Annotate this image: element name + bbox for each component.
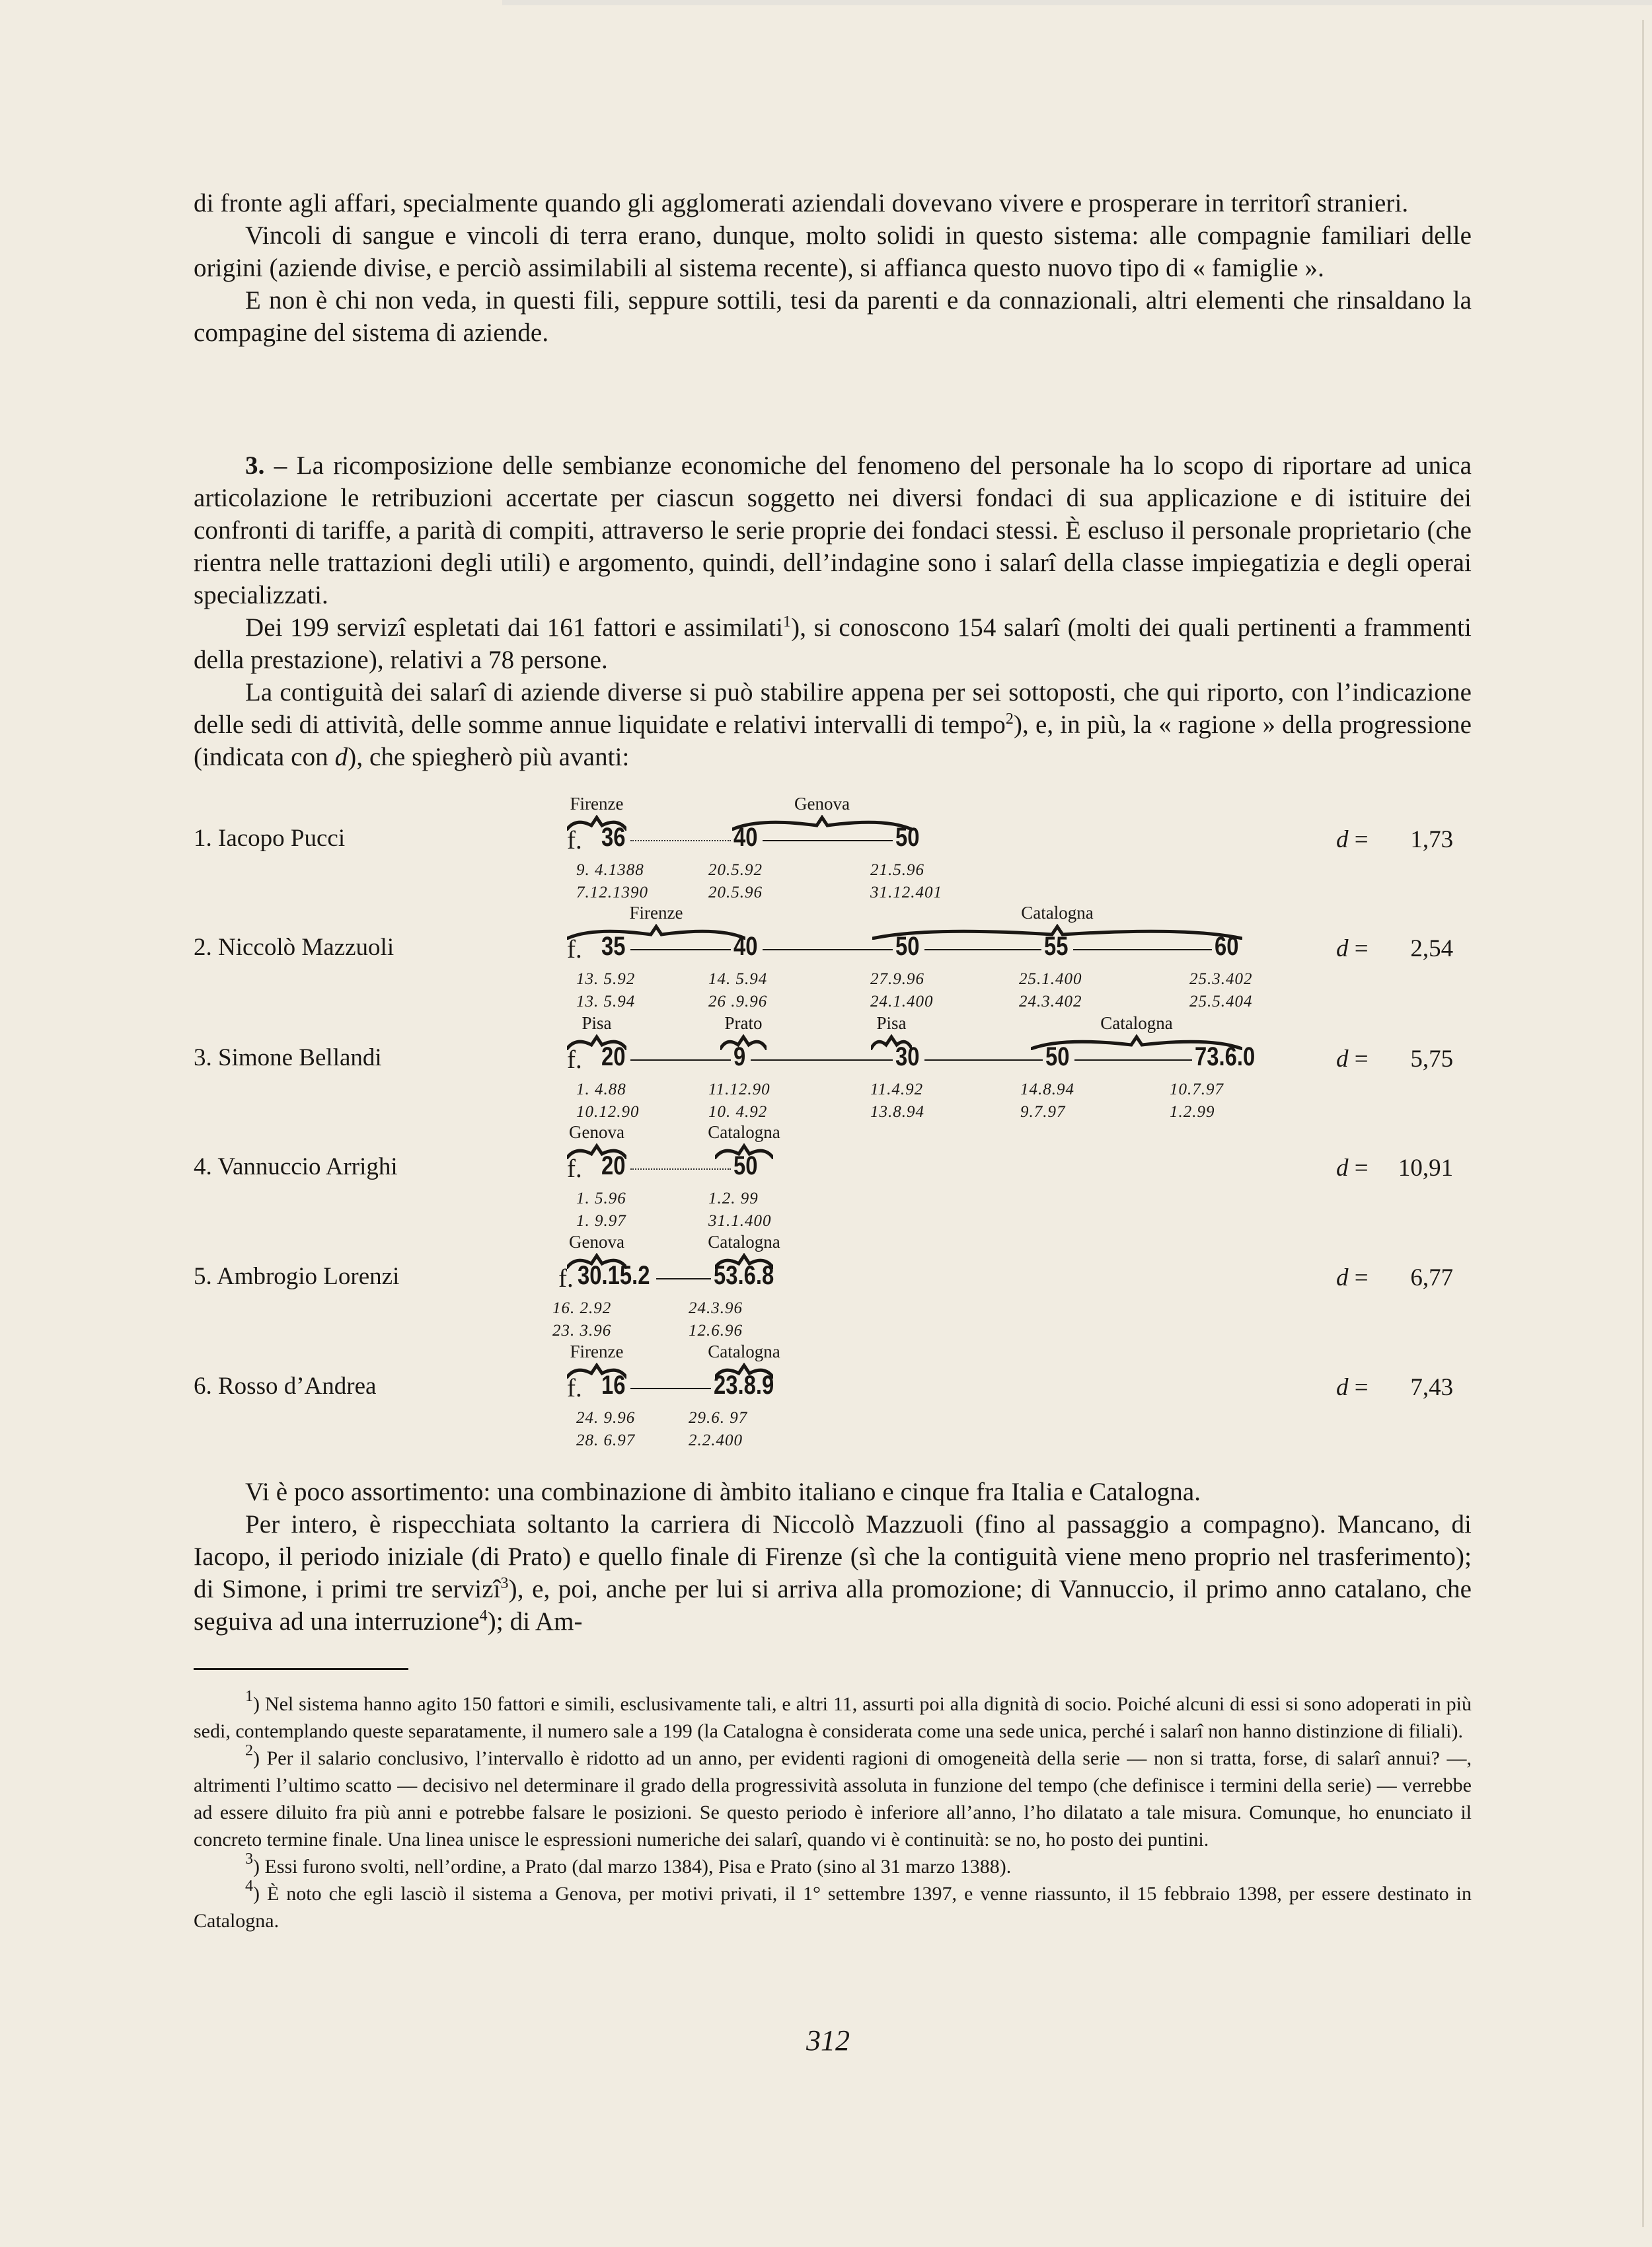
salary-value: 60: [1215, 932, 1239, 961]
subject-name: 1. Iacopo Pucci: [194, 825, 346, 852]
solid-connector: [763, 840, 893, 841]
d-symbol: d: [1336, 826, 1349, 853]
salary-value: 50: [895, 823, 920, 852]
salary-value: 50: [895, 932, 920, 961]
solid-connector: [924, 1059, 1043, 1061]
date-range: 20.5.92: [708, 861, 763, 879]
salary-value: 20: [601, 1151, 626, 1180]
d-equals: =: [1348, 1155, 1381, 1182]
d-symbol: d: [1336, 1155, 1349, 1182]
paragraph: Vi è poco assortimento: una combinazione di àmbito italiano e cinque fra Italia e Catalogna.: [245, 1478, 1201, 1506]
paragraph: Vincoli di sangue e vincoli di terra erano, dunque, molto solidi in questo sistema: alle compagnie familiari delle origini (aziende divise, e perciò assimilabili al sistema recente), si affianca questo nuovo tipo di « famiglie ».: [194, 221, 1472, 282]
table-row: [0, 1013, 1652, 1125]
d-value: 6,77: [1410, 1264, 1454, 1291]
currency-mark: f.: [567, 1374, 582, 1402]
solid-connector: [630, 1059, 731, 1061]
place-label: Firenze: [629, 903, 683, 923]
solid-connector: [656, 1278, 711, 1279]
date-range: 14. 5.94: [708, 970, 768, 988]
table-row: [0, 1122, 1652, 1235]
place-label: Genova: [569, 1122, 624, 1142]
table-row: [0, 905, 1652, 1015]
place-label: Catalogna: [708, 1342, 780, 1361]
subject-name: 3. Simone Bellandi: [194, 1044, 382, 1071]
date-range: 1. 4.88: [576, 1081, 626, 1098]
paragraph: Dei 199 servizî espletati dai 161 fattori e assimilati$^1$), si conoscono 154 salarî (molti dei quali pertinenti a frammenti della prestazione), relativi a 78 persone.: [194, 613, 1472, 674]
paragraph: La contiguità dei salarî di aziende diverse si può stabilire appena per sei sottoposti, che qui riporto, con l’indicazione delle sedi di attività, delle somme annue liquidate e relativi intervalli di tempo$^2$), e, in più, la « ragione » della progressione (indicata con d), che spiegherò più avanti:: [194, 678, 1472, 771]
progression-ratio: [1336, 1045, 1453, 1073]
date-range: 11.12.90: [708, 1081, 770, 1098]
salary-value: 16: [601, 1371, 626, 1400]
salary-value: 50: [1045, 1042, 1070, 1071]
subject-name: 2. Niccolò Mazzuoli: [194, 934, 394, 961]
table-row: [0, 1344, 1652, 1454]
date-range: 28. 6.97: [576, 1431, 636, 1449]
d-value: 7,43: [1410, 1374, 1454, 1401]
d-equals: =: [1348, 935, 1381, 962]
currency-mark: f.: [558, 1264, 574, 1293]
body-text-bottom: [194, 1476, 1472, 1638]
place-label: Catalogna: [708, 1232, 780, 1252]
date-range: 24.3.402: [1019, 993, 1082, 1010]
salary-value: 30: [895, 1042, 920, 1071]
place-label: Catalogna: [1100, 1013, 1173, 1033]
date-range: 31.12.401: [870, 884, 942, 901]
d-equals: =: [1348, 1264, 1381, 1291]
date-range: 1. 9.97: [576, 1212, 626, 1230]
place-label: Prato: [724, 1013, 763, 1033]
progression-ratio: [1336, 1264, 1453, 1292]
salary-value: 35: [601, 932, 626, 961]
d-equals: =: [1348, 1046, 1381, 1073]
date-range: 21.5.96: [870, 861, 924, 879]
date-range: 10. 4.92: [708, 1103, 768, 1121]
progression-ratio: [1336, 1154, 1453, 1182]
progression-ratio: [1336, 1373, 1453, 1402]
d-symbol: d: [1336, 1374, 1349, 1401]
place-label: Genova: [794, 794, 850, 814]
salary-value: 30.15.2: [578, 1261, 650, 1290]
salary-value: 20: [601, 1042, 626, 1071]
footnote-rule: [194, 1668, 408, 1670]
d-symbol: d: [1336, 1046, 1349, 1073]
date-range: 9. 4.1388: [576, 861, 644, 879]
currency-mark: f.: [567, 1046, 582, 1074]
date-range: 25.1.400: [1019, 970, 1082, 988]
date-range: 7.12.1390: [576, 884, 648, 901]
page-number: 312: [806, 2024, 850, 2057]
place-label: Catalogna: [708, 1122, 780, 1142]
d-symbol: d: [1336, 935, 1349, 962]
date-range: 1.2. 99: [708, 1190, 759, 1207]
date-range: 25.5.404: [1189, 993, 1253, 1010]
date-range: 20.5.96: [708, 884, 763, 901]
date-range: 10.12.90: [576, 1103, 640, 1121]
date-range: 13.8.94: [870, 1103, 924, 1121]
date-range: 27.9.96: [870, 970, 924, 988]
body-text-top: [194, 187, 1472, 349]
date-range: 12.6.96: [689, 1322, 743, 1340]
date-range: 25.3.402: [1189, 970, 1253, 988]
date-range: 24.3.96: [689, 1299, 743, 1317]
table-row: [0, 1232, 1652, 1344]
date-range: 31.1.400: [708, 1212, 772, 1230]
salary-value: 40: [733, 823, 758, 852]
d-value: 10,91: [1398, 1155, 1454, 1182]
scan-top-edge: [502, 0, 1652, 5]
table-row: [0, 796, 1652, 906]
footnote-1: $^1$) Nel sistema hanno agito 150 fattori e simili, esclusivamente tali, e altri 11, assurti poi alla dignità di socio. Poiché alcuni di essi si sono adoperati in più sedi, contemplando queste separatamente, il numero sale a 199 (la Catalogna è considerata come una sede unica, perché i salarî non hanno distinzione di filiali).: [194, 1688, 1472, 1742]
progression-ratio: [1336, 934, 1453, 963]
place-label: Pisa: [876, 1013, 907, 1033]
curly-brace-icon: [732, 815, 912, 831]
solid-connector: [1074, 1059, 1192, 1061]
footnote-ref[interactable]: 1: [783, 613, 792, 630]
solid-connector: [630, 1388, 711, 1389]
date-range: 11.4.92: [870, 1081, 924, 1098]
date-range: 10.7.97: [1170, 1081, 1224, 1098]
paragraph: Per intero, è rispecchiata soltanto la carriera di Niccolò Mazzuoli (fino al passaggio a compagno). Mancano, di Iacopo, il periodo iniziale (di Prato) e quello finale di Firenze (sì che la contiguità viene meno proprio nel trasferimento); di Simone, i primi tre servizî$^3$), e, poi, anche per lui si arriva alla promozione; di Vannuccio, il primo anno catalano, che seguiva ad una interruzione$^4$); di Am-: [194, 1510, 1472, 1636]
solid-connector: [751, 1059, 893, 1061]
salary-value: 23.8.9: [714, 1371, 774, 1400]
date-range: 29.6. 97: [689, 1409, 748, 1427]
date-range: 26 .9.96: [708, 993, 768, 1010]
subject-name: 4. Vannuccio Arrighi: [194, 1153, 398, 1180]
section-number: 3.: [245, 451, 265, 480]
date-range: 14.8.94: [1020, 1081, 1074, 1098]
place-label: Genova: [569, 1232, 624, 1252]
salary-value: 73.6.0: [1195, 1042, 1256, 1071]
date-range: 24. 9.96: [576, 1409, 636, 1427]
date-range: 23. 3.96: [552, 1322, 612, 1340]
place-label: Firenze: [570, 1342, 624, 1361]
footnote-ref[interactable]: 3: [500, 1575, 509, 1592]
d-equals: =: [1348, 826, 1381, 853]
solid-connector: [924, 949, 1041, 950]
solid-connector: [1073, 949, 1212, 950]
progression-ratio: [1336, 825, 1453, 854]
currency-mark: f.: [567, 1155, 582, 1183]
salary-value: 50: [733, 1151, 758, 1180]
subject-name: 5. Ambrogio Lorenzi: [194, 1263, 400, 1290]
d-value: 2,54: [1410, 935, 1454, 962]
d-equals: =: [1348, 1374, 1381, 1401]
salary-value: 9: [733, 1042, 746, 1071]
salary-value: 55: [1044, 932, 1069, 961]
place-label: Catalogna: [1021, 903, 1094, 923]
salary-value: 40: [733, 932, 758, 961]
paragraph: di fronte agli affari, specialmente quando gli agglomerati aziendali dovevano vivere e prosperare in territorî stranieri.: [194, 189, 1409, 217]
salary-value: 36: [601, 823, 626, 852]
solid-connector: [763, 949, 893, 950]
date-range: 13. 5.94: [576, 993, 636, 1010]
subject-name: 6. Rosso d’Andrea: [194, 1373, 377, 1400]
footnote-2: $^2$) Per il salario conclusivo, l’intervallo è ridotto ad un anno, per evidenti ragioni di omogeneità della serie — non si tratta, forse, di salarî annui? —, altrimenti l’ultimo scatto — decisivo nel determinare il grado della progressività assoluta in funzione del tempo (che definisce i termini della serie) — verrebbe ad essere diluito fra più anni e potrebbe falsare le posizioni. Se questo periodo è inferiore all’anno, l’ho dilatato a tale misura. Comunque, ho enunciato il concreto termine finale. Una linea unisce le espressioni numeriche dei salarî, quando vi è continuità: se no, ho posto dei puntini.: [194, 1742, 1472, 1850]
d-value: 1,73: [1410, 826, 1454, 853]
currency-mark: f.: [567, 935, 582, 964]
footnote-3: $^3$) Essi furono svolti, nell’ordine, a Prato (dal marzo 1384), Pisa e Prato (sino al 31 marzo 1388).: [245, 1850, 1012, 1878]
place-label: Pisa: [582, 1013, 612, 1033]
date-range: 24.1.400: [870, 993, 934, 1010]
currency-mark: f.: [567, 826, 582, 855]
date-range: 1.2.99: [1170, 1103, 1215, 1121]
date-range: 2.2.400: [689, 1431, 743, 1449]
salary-value: 53.6.8: [714, 1261, 774, 1290]
date-range: 16. 2.92: [552, 1299, 612, 1317]
paragraph: E non è chi non veda, in questi fili, seppure sottili, tesi da parenti e da connazionali, altri elementi che rinsaldano la compagine del sistema di aziende.: [194, 286, 1472, 347]
section-3: [194, 449, 1472, 773]
date-range: 1. 5.96: [576, 1190, 626, 1207]
solid-connector: [630, 949, 731, 950]
d-symbol: d: [1336, 1264, 1349, 1291]
footnote-ref[interactable]: 2: [1005, 710, 1014, 728]
section-3-paragraph: 3. – La ricomposizione delle sembianze economiche del fenomeno del personale ha lo scopo di riportare ad unica articolazione le retribuzioni accertate per ciascun soggetto nei diversi fondaci di sua applicazione e di istituire dei confronti di tariffe, a parità di compiti, attraverso le serie proprie dei fondaci stessi. È escluso il personale proprietario (che rientra nelle trattazioni degli utili) e argomento, quindi, dell’indagine sono i salarî della classe impiegatizia e degli operai specializzati.: [194, 451, 1472, 609]
footnote-ref[interactable]: 4: [479, 1607, 488, 1624]
dotted-connector: [630, 840, 731, 841]
footnotes: [194, 1688, 1472, 1934]
date-range: 9.7.97: [1020, 1103, 1066, 1121]
dotted-connector: [630, 1168, 731, 1170]
footnote-4: $^4$) È noto che egli lasciò il sistema a Genova, per motivi privati, il 1° settembre 1397, e venne riassunto, il 15 febbraio 1398, per essere destinato in Catalogna.: [194, 1878, 1472, 1932]
place-label: Firenze: [570, 794, 624, 814]
d-value: 5,75: [1410, 1046, 1454, 1073]
date-range: 13. 5.92: [576, 970, 636, 988]
curly-brace-icon: [567, 924, 745, 940]
